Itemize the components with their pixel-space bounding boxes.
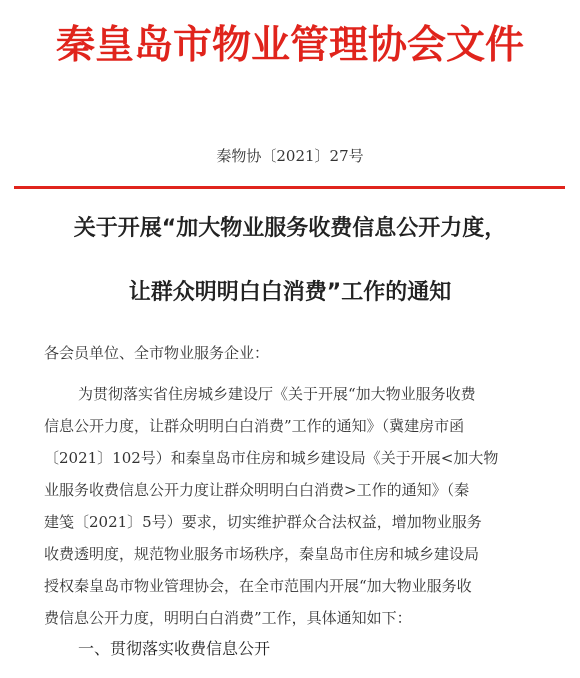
document-title-line-2: 让群众明明白白消费”工作的通知 (128, 280, 452, 305)
masthead-title: 秦皇岛市物业管理协会文件 (55, 23, 524, 68)
red-divider-rule (14, 186, 565, 189)
body-line: 授权秦皇岛市物业管理协会，在全市范围内开展“加大物业服务收 (44, 577, 472, 595)
body-line: 建笺〔2021〕5号）要求，切实维护群众合法权益，增加物业服务 (44, 513, 482, 531)
salutation: 各会员单位、全市物业服务企业： (44, 344, 270, 362)
section-heading-1: 一、贯彻落实收费信息公开 (78, 639, 271, 658)
body-line: 业服务收费信息公开力度让群众明明白白消费>工作的通知》（秦 (44, 481, 470, 499)
body-line: 为贯彻落实省住房城乡建设厅《关于开展“加大物业服务收费 (78, 385, 476, 403)
document-number: 秦物协〔2021〕27号 (216, 147, 364, 165)
body-line: 收费透明度，规范物业服务市场秩序，秦皇岛市住房和城乡建设局 (44, 545, 480, 563)
body-line: 〔2021〕102号）和秦皇岛市住房和城乡建设局《关于开展<加大物 (44, 449, 499, 467)
body-line: 信息公开力度，让群众明明白白消费”工作的通知》（冀建房市函 (44, 417, 465, 435)
body-paragraph (44, 378, 540, 634)
document-title-line-1: 关于开展“加大物业服务收费信息公开力度， (73, 216, 507, 241)
body-line: 费信息公开力度，明明白白消费”工作，具体通知如下： (44, 609, 412, 627)
